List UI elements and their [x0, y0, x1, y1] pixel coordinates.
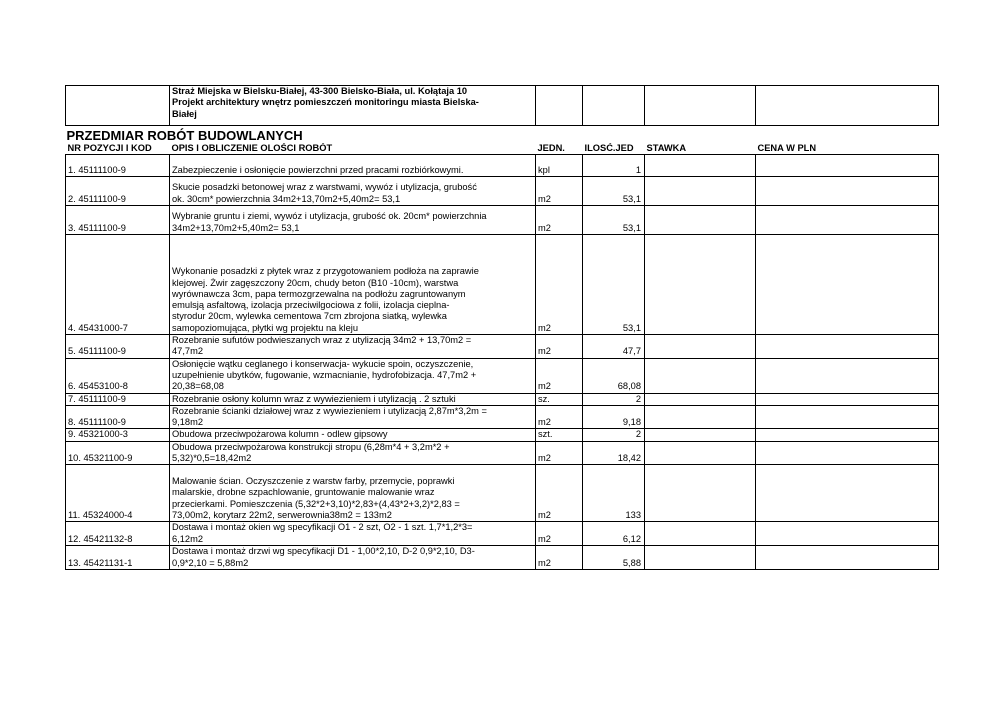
quantity-cell: 2: [583, 393, 645, 405]
price-cell: [756, 465, 939, 522]
rate-cell: [645, 177, 756, 206]
rate-cell: [645, 235, 756, 335]
column-header-ilosc: ILOSĆ.JED: [583, 143, 645, 155]
description-cell: Malowanie ścian. Oczyszczenie z warstw farby, przemycie, poprawki malarskie, drobne szpachlowanie, gruntowanie malowanie wraz przecierkami. Pomieszczenia (5,32*2+3,10)*2,83+(4,43*2+3,2)*2,83 = 73,00m2, korytarz 22m2, serwerownia38m2 = 133m2: [170, 465, 536, 522]
table-row: [66, 405, 939, 429]
rate-cell: [645, 335, 756, 359]
quantity-cell: 68,08: [583, 358, 645, 393]
rate-cell: [645, 465, 756, 522]
price-cell: [756, 335, 939, 359]
description-cell: Rozebranie osłony kolumn wraz z wywiezieniem i utylizacją . 2 sztuki: [170, 393, 536, 405]
table-row: [66, 545, 939, 569]
quantity-cell: 18,42: [583, 441, 645, 465]
position-code-cell: 13. 45421131-1: [66, 545, 170, 569]
position-code-cell: 3. 45111100-9: [66, 206, 170, 235]
table-row: [66, 441, 939, 465]
unit-cell: m2: [536, 206, 583, 235]
table-row: [66, 335, 939, 359]
price-cell: [756, 522, 939, 546]
description-cell: Dostawa i montaż drzwi wg specyfikacji D1 - 1,00*2,10, D-2 0,9*2,10, D3- 0,9*2,10 = 5,88m2: [170, 545, 536, 569]
table-row: [66, 465, 939, 522]
quantity-cell: 9,18: [583, 405, 645, 429]
table-row: [66, 522, 939, 546]
column-header-jedn: JEDN.: [536, 143, 583, 155]
position-code-cell: 7. 45111100-9: [66, 393, 170, 405]
description-cell: Wybranie gruntu i ziemi, wywóz i utylizacja, grubość ok. 20cm* powierzchnia 34m2+13,70m2+5,40m2= 53,1: [170, 206, 536, 235]
title-row: [66, 126, 939, 143]
price-cell: [756, 177, 939, 206]
unit-cell: kpl: [536, 155, 583, 177]
column-header-nr: NR POZYCJI I KOD: [66, 143, 170, 155]
project-header-row: [66, 86, 939, 126]
unit-cell: m2: [536, 441, 583, 465]
description-cell: Obudowa przeciwpożarowa kolumn - odlew gipsowy: [170, 429, 536, 441]
description-cell: Rozebranie ścianki działowej wraz z wywiezieniem i utylizacją 2,87m*3,2m = 9,18m2: [170, 405, 536, 429]
unit-cell: szt.: [536, 429, 583, 441]
table-row: [66, 393, 939, 405]
header-empty-cell: [536, 86, 583, 126]
rate-cell: [645, 358, 756, 393]
position-code-cell: 9. 45321000-3: [66, 429, 170, 441]
description-cell: Obudowa przeciwpożarowa konstrukcji stropu (6,28m*4 + 3,2m*2 + 5,32)*0,5=18,42m2: [170, 441, 536, 465]
description-cell: Skucie posadzki betonowej wraz z warstwami, wywóz i utylizacja, grubość ok. 30cm* powierzchnia 34m2+13,70m2+5,40m2= 53,1: [170, 177, 536, 206]
rate-cell: [645, 429, 756, 441]
table-row: [66, 429, 939, 441]
unit-cell: m2: [536, 522, 583, 546]
rate-cell: [645, 393, 756, 405]
description-cell: Osłonięcie wątku ceglanego i konserwacja- wykucie spoin, oczyszczenie, uzupełnienie ubytków, fugowanie, wzmacnianie, hydrofobizacja. 47,7m2 + 20,38=68,08: [170, 358, 536, 393]
position-code-cell: 12. 45421132-8: [66, 522, 170, 546]
price-cell: [756, 393, 939, 405]
position-code-cell: 10. 45321100-9: [66, 441, 170, 465]
document-title: PRZEDMIAR ROBÓT BUDOWLANYCH: [66, 127, 303, 143]
description-cell: Zabezpieczenie i osłonięcie powierzchni przed pracami rozbiórkowymi.: [170, 155, 536, 177]
column-header-cena: CENA W PLN: [756, 143, 939, 155]
unit-cell: m2: [536, 335, 583, 359]
column-header-stawka: STAWKA: [645, 143, 756, 155]
quantity-cell: 5,88: [583, 545, 645, 569]
rate-cell: [645, 441, 756, 465]
price-cell: [756, 429, 939, 441]
price-cell: [756, 206, 939, 235]
column-header-opis: OPIS I OBLICZENIE OLOŚCI ROBÓT: [170, 143, 536, 155]
cost-estimate-table: [65, 85, 939, 570]
quantity-cell: 53,1: [583, 235, 645, 335]
column-header-row: [66, 143, 939, 155]
quantity-cell: 1: [583, 155, 645, 177]
header-empty-cell: [66, 86, 170, 126]
header-empty-cell: [583, 86, 645, 126]
spreadsheet: [65, 85, 938, 570]
unit-cell: m2: [536, 235, 583, 335]
position-code-cell: 5. 45111100-9: [66, 335, 170, 359]
position-code-cell: 6. 45453100-8: [66, 358, 170, 393]
quantity-cell: 47,7: [583, 335, 645, 359]
price-cell: [756, 545, 939, 569]
quantity-cell: 53,1: [583, 206, 645, 235]
position-code-cell: 1. 45111100-9: [66, 155, 170, 177]
price-cell: [756, 358, 939, 393]
position-code-cell: 8. 45111100-9: [66, 405, 170, 429]
price-cell: [756, 235, 939, 335]
unit-cell: m2: [536, 465, 583, 522]
position-code-cell: 11. 45324000-4: [66, 465, 170, 522]
description-cell: Wykonanie posadzki z płytek wraz z przygotowaniem podłoża na zaprawie klejowej. Żwir zagęszczony 20cm, chudy beton (B10 -10cm), warstwa wyrównawcza 3cm, papa termozgrzewalna na podłożu zagruntowanym emulsją asfaltową, izolacja przeciwilgociowa z folii, izolacja cieplna- styrodur 20cm, wylewka cementowa 7cm zbrojona siatką, wylewka samopoziomująca, płytki wg projektu na kleju: [170, 235, 536, 335]
table-row: [66, 358, 939, 393]
rate-cell: [645, 545, 756, 569]
quantity-cell: 133: [583, 465, 645, 522]
project-description: Straż Miejska w Bielsku-Białej, 43-300 Bielsko-Biała, ul. Kołątaja 10 Projekt architektury wnętrz pomieszczeń monitoringu miasta Bielska- Białej: [170, 86, 536, 126]
header-empty-cell: [645, 86, 756, 126]
table-row: [66, 235, 939, 335]
rate-cell: [645, 405, 756, 429]
unit-cell: m2: [536, 405, 583, 429]
price-cell: [756, 405, 939, 429]
position-code-cell: 4. 45431000-7: [66, 235, 170, 335]
quantity-cell: 6,12: [583, 522, 645, 546]
table-row: [66, 177, 939, 206]
rate-cell: [645, 155, 756, 177]
quantity-cell: 53,1: [583, 177, 645, 206]
table-row: [66, 206, 939, 235]
description-cell: Dostawa i montaż okien wg specyfikacji O1 - 2 szt, O2 - 1 szt. 1,7*1,2*3= 6,12m2: [170, 522, 536, 546]
description-cell: Rozebranie sufutów podwieszanych wraz z utylizacją 34m2 + 13,70m2 = 47,7m2: [170, 335, 536, 359]
unit-cell: m2: [536, 545, 583, 569]
rate-cell: [645, 206, 756, 235]
price-cell: [756, 155, 939, 177]
table-row: [66, 155, 939, 177]
position-code-cell: 2. 45111100-9: [66, 177, 170, 206]
quantity-cell: 2: [583, 429, 645, 441]
header-empty-cell: [756, 86, 939, 126]
unit-cell: sz.: [536, 393, 583, 405]
price-cell: [756, 441, 939, 465]
unit-cell: m2: [536, 358, 583, 393]
unit-cell: m2: [536, 177, 583, 206]
rate-cell: [645, 522, 756, 546]
